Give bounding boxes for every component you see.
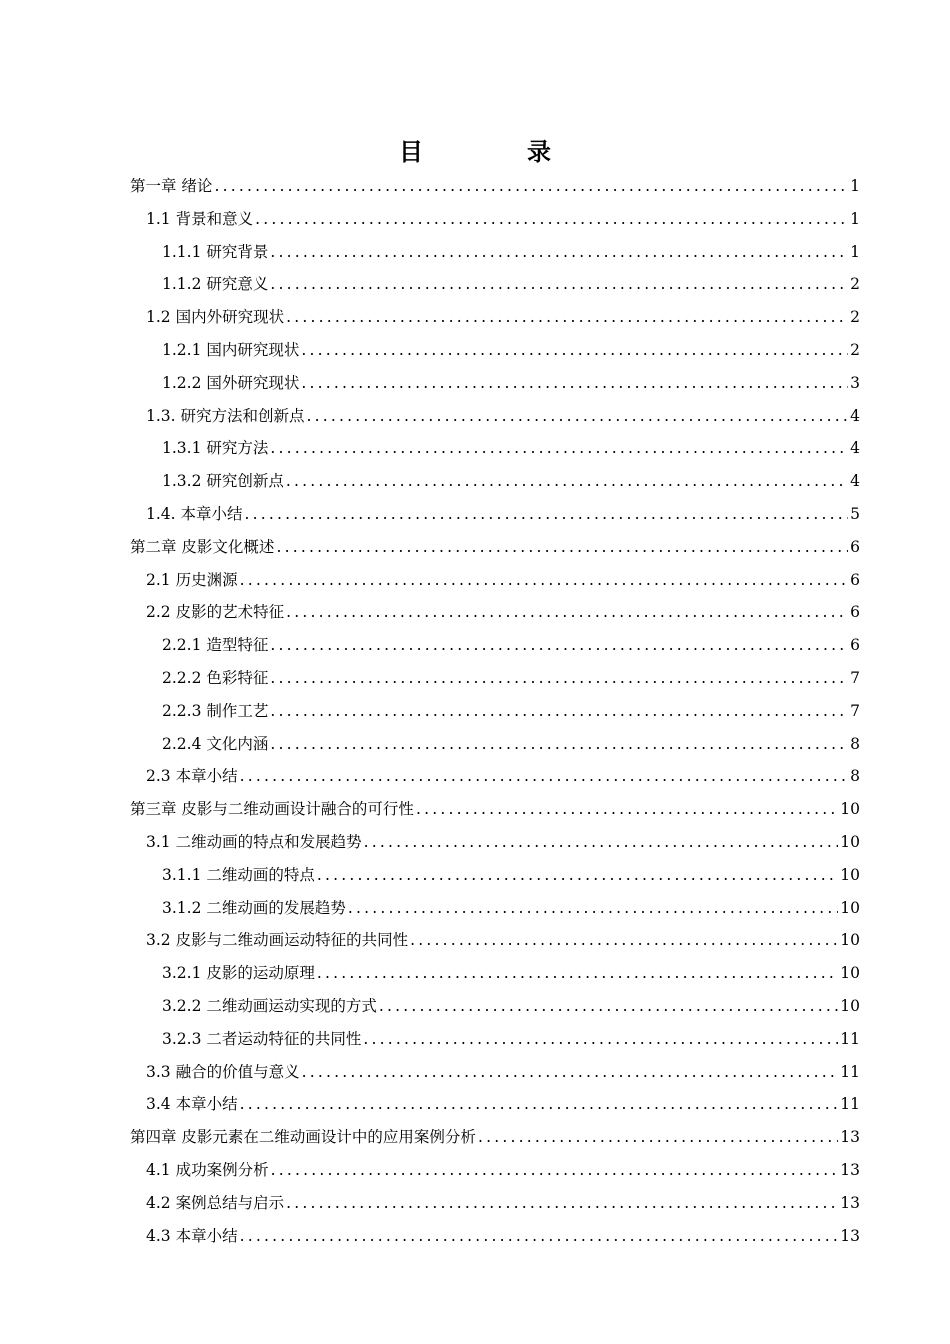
toc-entry[interactable] [130,498,860,531]
dot-leader [270,432,848,465]
toc-entry-label: 2.2.4 文化内涵 [162,734,269,753]
dot-leader [240,564,848,597]
dot-leader [286,301,848,334]
toc-entry-label: 1.1 背景和意义 [146,209,254,228]
toc-entry-page-number: 4 [850,439,860,458]
toc-entry[interactable] [130,531,860,564]
toc-entry[interactable] [130,826,860,859]
dot-leader [379,990,838,1023]
toc-entry-label: 2.2.2 色彩特征 [162,668,269,687]
toc-entry-label: 2.1 历史渊源 [146,570,238,589]
toc-entry-label: 1.3.2 研究创新点 [162,472,284,491]
toc-entry-label: 第三章 皮影与二维动画设计融合的可行性 [130,800,414,819]
toc-entry-page-number: 10 [840,898,860,917]
dot-leader [240,760,848,793]
toc-entry[interactable] [130,564,860,597]
toc-entry-page-number: 6 [850,537,860,556]
toc-entry-label: 第二章 皮影文化概述 [130,537,275,556]
toc-entry[interactable] [130,367,860,400]
toc-entry[interactable] [130,1023,860,1056]
toc-entry-page-number: 6 [850,636,860,655]
toc-entry-page-number: 4 [850,472,860,491]
toc-entry[interactable] [130,1187,860,1220]
toc-entry[interactable] [130,662,860,695]
toc-entry-page-number: 3 [850,373,860,392]
toc-entry-label: 1.4. 本章小结 [146,504,243,523]
table-of-contents [130,170,860,1252]
toc-entry-label: 1.2.1 国内研究现状 [162,340,300,359]
toc-entry[interactable] [130,1056,860,1089]
toc-entry-page-number: 10 [840,800,860,819]
toc-entry[interactable] [130,1121,860,1154]
toc-entry[interactable] [130,760,860,793]
toc-entry-label: 2.2.3 制作工艺 [162,701,269,720]
toc-entry-label: 1.1.1 研究背景 [162,242,269,261]
toc-entry-label: 2.2.1 造型特征 [162,636,269,655]
toc-entry-label: 1.2.2 国外研究现状 [162,373,300,392]
toc-entry-page-number: 10 [840,996,860,1015]
dot-leader [348,892,838,925]
toc-entry-page-number: 5 [850,504,860,523]
toc-entry-page-number: 13 [840,1128,860,1147]
toc-entry[interactable] [130,695,860,728]
dot-leader [301,367,848,400]
dot-leader [270,629,848,662]
toc-entry[interactable] [130,892,860,925]
dot-leader [286,465,848,498]
dot-leader [270,695,848,728]
dot-leader [416,793,838,826]
dot-leader [410,924,838,957]
toc-entry-page-number: 11 [840,1029,860,1048]
toc-entry[interactable] [130,629,860,662]
toc-entry-page-number: 7 [850,701,860,720]
toc-entry-label: 4.2 案例总结与启示 [146,1193,285,1212]
toc-entry-label: 1.1.2 研究意义 [162,275,269,294]
dot-leader [317,859,838,892]
toc-entry[interactable] [130,400,860,433]
toc-entry-label: 3.2.1 皮影的运动原理 [162,964,315,983]
toc-entry-page-number: 6 [850,603,860,622]
dot-leader [307,400,848,433]
toc-entry[interactable] [130,924,860,957]
toc-entry-label: 3.1.2 二维动画的发展趋势 [162,898,346,917]
toc-entry-page-number: 10 [840,865,860,884]
toc-entry-label: 4.3 本章小结 [146,1226,238,1245]
dot-leader [270,236,848,269]
dot-leader [363,1023,838,1056]
toc-entry[interactable] [130,1220,860,1253]
dot-leader [317,957,838,990]
toc-entry-label: 3.3 融合的价值与意义 [146,1062,300,1081]
toc-entry-label: 1.3.1 研究方法 [162,439,269,458]
toc-entry[interactable] [130,1088,860,1121]
toc-entry-label: 4.1 成功案例分析 [146,1160,269,1179]
toc-entry-page-number: 13 [840,1193,860,1212]
dot-leader [255,203,848,236]
toc-entry-label: 3.2.3 二者运动特征的共同性 [162,1029,362,1048]
toc-entry[interactable] [130,334,860,367]
toc-entry-page-number: 2 [850,275,860,294]
toc-entry-page-number: 10 [840,964,860,983]
toc-entry[interactable] [130,432,860,465]
toc-entry-page-number: 6 [850,570,860,589]
toc-entry-label: 2.3 本章小结 [146,767,238,786]
toc-entry-page-number: 2 [850,308,860,327]
dot-leader [270,268,848,301]
toc-entry-label: 1.3. 研究方法和创新点 [146,406,305,425]
dot-leader [478,1121,838,1154]
toc-entry[interactable] [130,793,860,826]
toc-entry[interactable] [130,268,860,301]
toc-entry-page-number: 11 [840,1095,860,1114]
toc-entry-page-number: 8 [850,734,860,753]
toc-entry-label: 第一章 绪论 [130,177,213,195]
dot-leader [271,1154,839,1187]
toc-entry[interactable] [130,957,860,990]
toc-entry[interactable] [130,301,860,334]
toc-entry-page-number: 13 [840,1160,860,1179]
toc-entry[interactable] [130,170,860,203]
toc-entry[interactable] [130,859,860,892]
toc-entry[interactable] [130,728,860,761]
toc-entry[interactable] [130,203,860,236]
dot-leader [214,170,848,203]
toc-entry[interactable] [130,236,860,269]
dot-leader [270,662,848,695]
dot-leader [270,728,848,761]
dot-leader [286,596,848,629]
toc-entry-page-number: 2 [850,340,860,359]
dot-leader [364,826,839,859]
toc-entry-page-number: 10 [840,931,860,950]
toc-entry-label: 3.2.2 二维动画运动实现的方式 [162,996,377,1015]
toc-entry-page-number: 1 [850,209,860,228]
toc-title: 目 录 [399,138,591,166]
toc-entry[interactable] [130,1154,860,1187]
toc-entry-label: 3.4 本章小结 [146,1095,238,1114]
dot-leader [240,1220,839,1253]
toc-entry-page-number: 10 [840,832,860,851]
dot-leader [301,334,848,367]
toc-entry-label: 1.2 国内外研究现状 [146,308,285,327]
toc-entry-page-number: 7 [850,668,860,687]
dot-leader [302,1056,839,1089]
toc-entry[interactable] [130,596,860,629]
dot-leader [240,1088,839,1121]
toc-entry-label: 3.2 皮影与二维动画运动特征的共同性 [146,931,409,950]
dot-leader [245,498,848,531]
toc-entry[interactable] [130,990,860,1023]
toc-entry-label: 3.1 二维动画的特点和发展趋势 [146,832,362,851]
toc-entry-page-number: 8 [850,767,860,786]
toc-entry-label: 第四章 皮影元素在二维动画设计中的应用案例分析 [130,1128,476,1147]
toc-entry-page-number: 1 [850,177,860,195]
toc-entry-label: 3.1.1 二维动画的特点 [162,865,315,884]
toc-entry-page-number: 11 [840,1062,860,1081]
toc-entry-page-number: 1 [850,242,860,261]
toc-entry-label: 2.2 皮影的艺术特征 [146,603,285,622]
toc-entry[interactable] [130,465,860,498]
dot-leader [286,1187,838,1220]
toc-entry-page-number: 13 [840,1226,860,1245]
dot-leader [276,531,848,564]
toc-entry-page-number: 4 [850,406,860,425]
